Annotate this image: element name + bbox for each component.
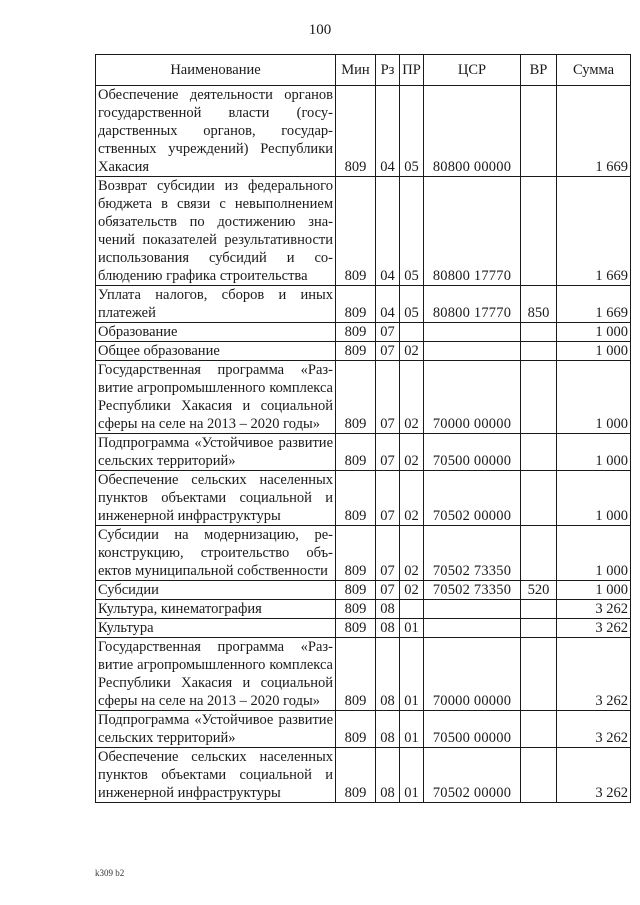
cell-pr: 01 <box>400 619 424 638</box>
table-row <box>96 711 631 748</box>
cell-pr: 01 <box>400 748 424 803</box>
cell-rz: 04 <box>376 86 400 177</box>
table-row <box>96 748 631 803</box>
cell-vr <box>521 600 557 619</box>
cell-sum: 1 000 <box>557 323 631 342</box>
cell-name: Образование <box>96 323 336 342</box>
cell-name: Обеспечение сельских населенных пунктов объектами социальной и инженерной инфраструктуры <box>96 748 336 803</box>
budget-table <box>95 54 631 803</box>
cell-vr: 520 <box>521 581 557 600</box>
cell-min: 809 <box>336 711 376 748</box>
cell-sum: 3 262 <box>557 600 631 619</box>
cell-sum: 1 669 <box>557 286 631 323</box>
cell-name: Субсидии <box>96 581 336 600</box>
cell-pr: 05 <box>400 86 424 177</box>
table-row <box>96 600 631 619</box>
cell-pr: 01 <box>400 638 424 711</box>
cell-name: Возврат субсидии из федерального бюджета в связи с невыполнением обязательств по достижению значений показателей результативности использования субсидий и соблюдению графика строительства <box>96 177 336 286</box>
cell-csr: 80800 17770 <box>424 177 521 286</box>
cell-rz: 08 <box>376 619 400 638</box>
cell-min: 809 <box>336 177 376 286</box>
cell-pr: 02 <box>400 361 424 434</box>
table-body <box>96 86 631 803</box>
table-row <box>96 86 631 177</box>
cell-sum: 1 000 <box>557 471 631 526</box>
cell-vr <box>521 86 557 177</box>
cell-min: 809 <box>336 434 376 471</box>
cell-pr: 02 <box>400 581 424 600</box>
cell-sum: 1 000 <box>557 361 631 434</box>
cell-rz: 08 <box>376 600 400 619</box>
cell-sum: 3 262 <box>557 619 631 638</box>
cell-sum: 1 000 <box>557 434 631 471</box>
header-name: Наименование <box>96 55 336 86</box>
cell-pr: 02 <box>400 526 424 581</box>
cell-vr <box>521 177 557 286</box>
table-header-row <box>96 55 631 86</box>
cell-vr <box>521 471 557 526</box>
cell-pr: 05 <box>400 177 424 286</box>
cell-min: 809 <box>336 286 376 323</box>
cell-csr: 70502 73350 <box>424 526 521 581</box>
cell-csr: 70502 00000 <box>424 748 521 803</box>
cell-pr: 01 <box>400 711 424 748</box>
cell-csr: 70500 00000 <box>424 711 521 748</box>
cell-vr <box>521 323 557 342</box>
cell-min: 809 <box>336 600 376 619</box>
page-number: 100 <box>308 22 332 38</box>
table-row <box>96 177 631 286</box>
table-row <box>96 361 631 434</box>
table-row <box>96 286 631 323</box>
cell-csr <box>424 600 521 619</box>
header-sum: Сумма <box>557 55 631 86</box>
header-rz: Рз <box>376 55 400 86</box>
cell-name: Обеспечение сельских населенных пунктов объектами социальной и инженерной инфраструктуры <box>96 471 336 526</box>
cell-rz: 07 <box>376 471 400 526</box>
cell-sum: 1 000 <box>557 526 631 581</box>
cell-name: Обеспечение деятельности органов государственной власти (государственных органов, государственных учреждений) Республики Хакасия <box>96 86 336 177</box>
cell-csr <box>424 342 521 361</box>
cell-min: 809 <box>336 86 376 177</box>
cell-csr: 80800 00000 <box>424 86 521 177</box>
cell-csr: 70502 73350 <box>424 581 521 600</box>
cell-name: Культура <box>96 619 336 638</box>
header-min: Мин <box>336 55 376 86</box>
cell-rz: 07 <box>376 323 400 342</box>
cell-name: Государственная программа «Развитие агропромышленного комплекса Республики Хакасия и социальной сферы на селе на 2013 – 2020 годы» <box>96 361 336 434</box>
cell-csr: 80800 17770 <box>424 286 521 323</box>
cell-rz: 07 <box>376 342 400 361</box>
cell-pr: 02 <box>400 471 424 526</box>
cell-vr <box>521 434 557 471</box>
cell-csr: 70000 00000 <box>424 638 521 711</box>
cell-min: 809 <box>336 526 376 581</box>
cell-rz: 07 <box>376 434 400 471</box>
cell-min: 809 <box>336 323 376 342</box>
header-vr: ВР <box>521 55 557 86</box>
cell-vr <box>521 526 557 581</box>
cell-rz: 07 <box>376 526 400 581</box>
cell-csr: 70000 00000 <box>424 361 521 434</box>
cell-sum: 3 262 <box>557 638 631 711</box>
cell-vr <box>521 748 557 803</box>
cell-name: Общее образование <box>96 342 336 361</box>
cell-sum: 1 669 <box>557 177 631 286</box>
cell-name: Культура, кинематография <box>96 600 336 619</box>
cell-vr <box>521 711 557 748</box>
cell-name: Подпрограмма «Устойчивое развитие сельских территорий» <box>96 711 336 748</box>
cell-vr: 850 <box>521 286 557 323</box>
cell-rz: 04 <box>376 177 400 286</box>
cell-pr: 02 <box>400 342 424 361</box>
cell-csr: 70500 00000 <box>424 434 521 471</box>
cell-name: Подпрограмма «Устойчивое развитие сельских территорий» <box>96 434 336 471</box>
cell-pr <box>400 323 424 342</box>
footer-code: k309 b2 <box>95 868 125 878</box>
cell-sum: 1 000 <box>557 581 631 600</box>
cell-rz: 07 <box>376 581 400 600</box>
cell-min: 809 <box>336 342 376 361</box>
table-row <box>96 619 631 638</box>
cell-name: Субсидии на модернизацию, реконструкцию, строительство объектов муниципальной собственности <box>96 526 336 581</box>
header-pr: ПР <box>400 55 424 86</box>
cell-csr: 70502 00000 <box>424 471 521 526</box>
cell-sum: 3 262 <box>557 748 631 803</box>
cell-sum: 3 262 <box>557 711 631 748</box>
table-row <box>96 581 631 600</box>
cell-rz: 07 <box>376 361 400 434</box>
cell-rz: 08 <box>376 711 400 748</box>
cell-sum: 1 000 <box>557 342 631 361</box>
cell-pr: 02 <box>400 434 424 471</box>
table-row <box>96 342 631 361</box>
table-row <box>96 526 631 581</box>
cell-name: Уплата налогов, сборов и иных платежей <box>96 286 336 323</box>
cell-min: 809 <box>336 748 376 803</box>
cell-name: Государственная программа «Развитие агропромышленного комплекса Республики Хакасия и социальной сферы на селе на 2013 – 2020 годы» <box>96 638 336 711</box>
cell-vr <box>521 342 557 361</box>
cell-min: 809 <box>336 638 376 711</box>
table-row <box>96 638 631 711</box>
cell-rz: 08 <box>376 638 400 711</box>
cell-vr <box>521 619 557 638</box>
cell-rz: 08 <box>376 748 400 803</box>
cell-vr <box>521 638 557 711</box>
table-row <box>96 434 631 471</box>
cell-sum: 1 669 <box>557 86 631 177</box>
cell-csr <box>424 323 521 342</box>
cell-vr <box>521 361 557 434</box>
cell-min: 809 <box>336 471 376 526</box>
cell-min: 809 <box>336 361 376 434</box>
table-row <box>96 471 631 526</box>
cell-csr <box>424 619 521 638</box>
cell-min: 809 <box>336 581 376 600</box>
cell-min: 809 <box>336 619 376 638</box>
header-csr: ЦСР <box>424 55 521 86</box>
cell-pr: 05 <box>400 286 424 323</box>
cell-pr <box>400 600 424 619</box>
cell-rz: 04 <box>376 286 400 323</box>
table-row <box>96 323 631 342</box>
